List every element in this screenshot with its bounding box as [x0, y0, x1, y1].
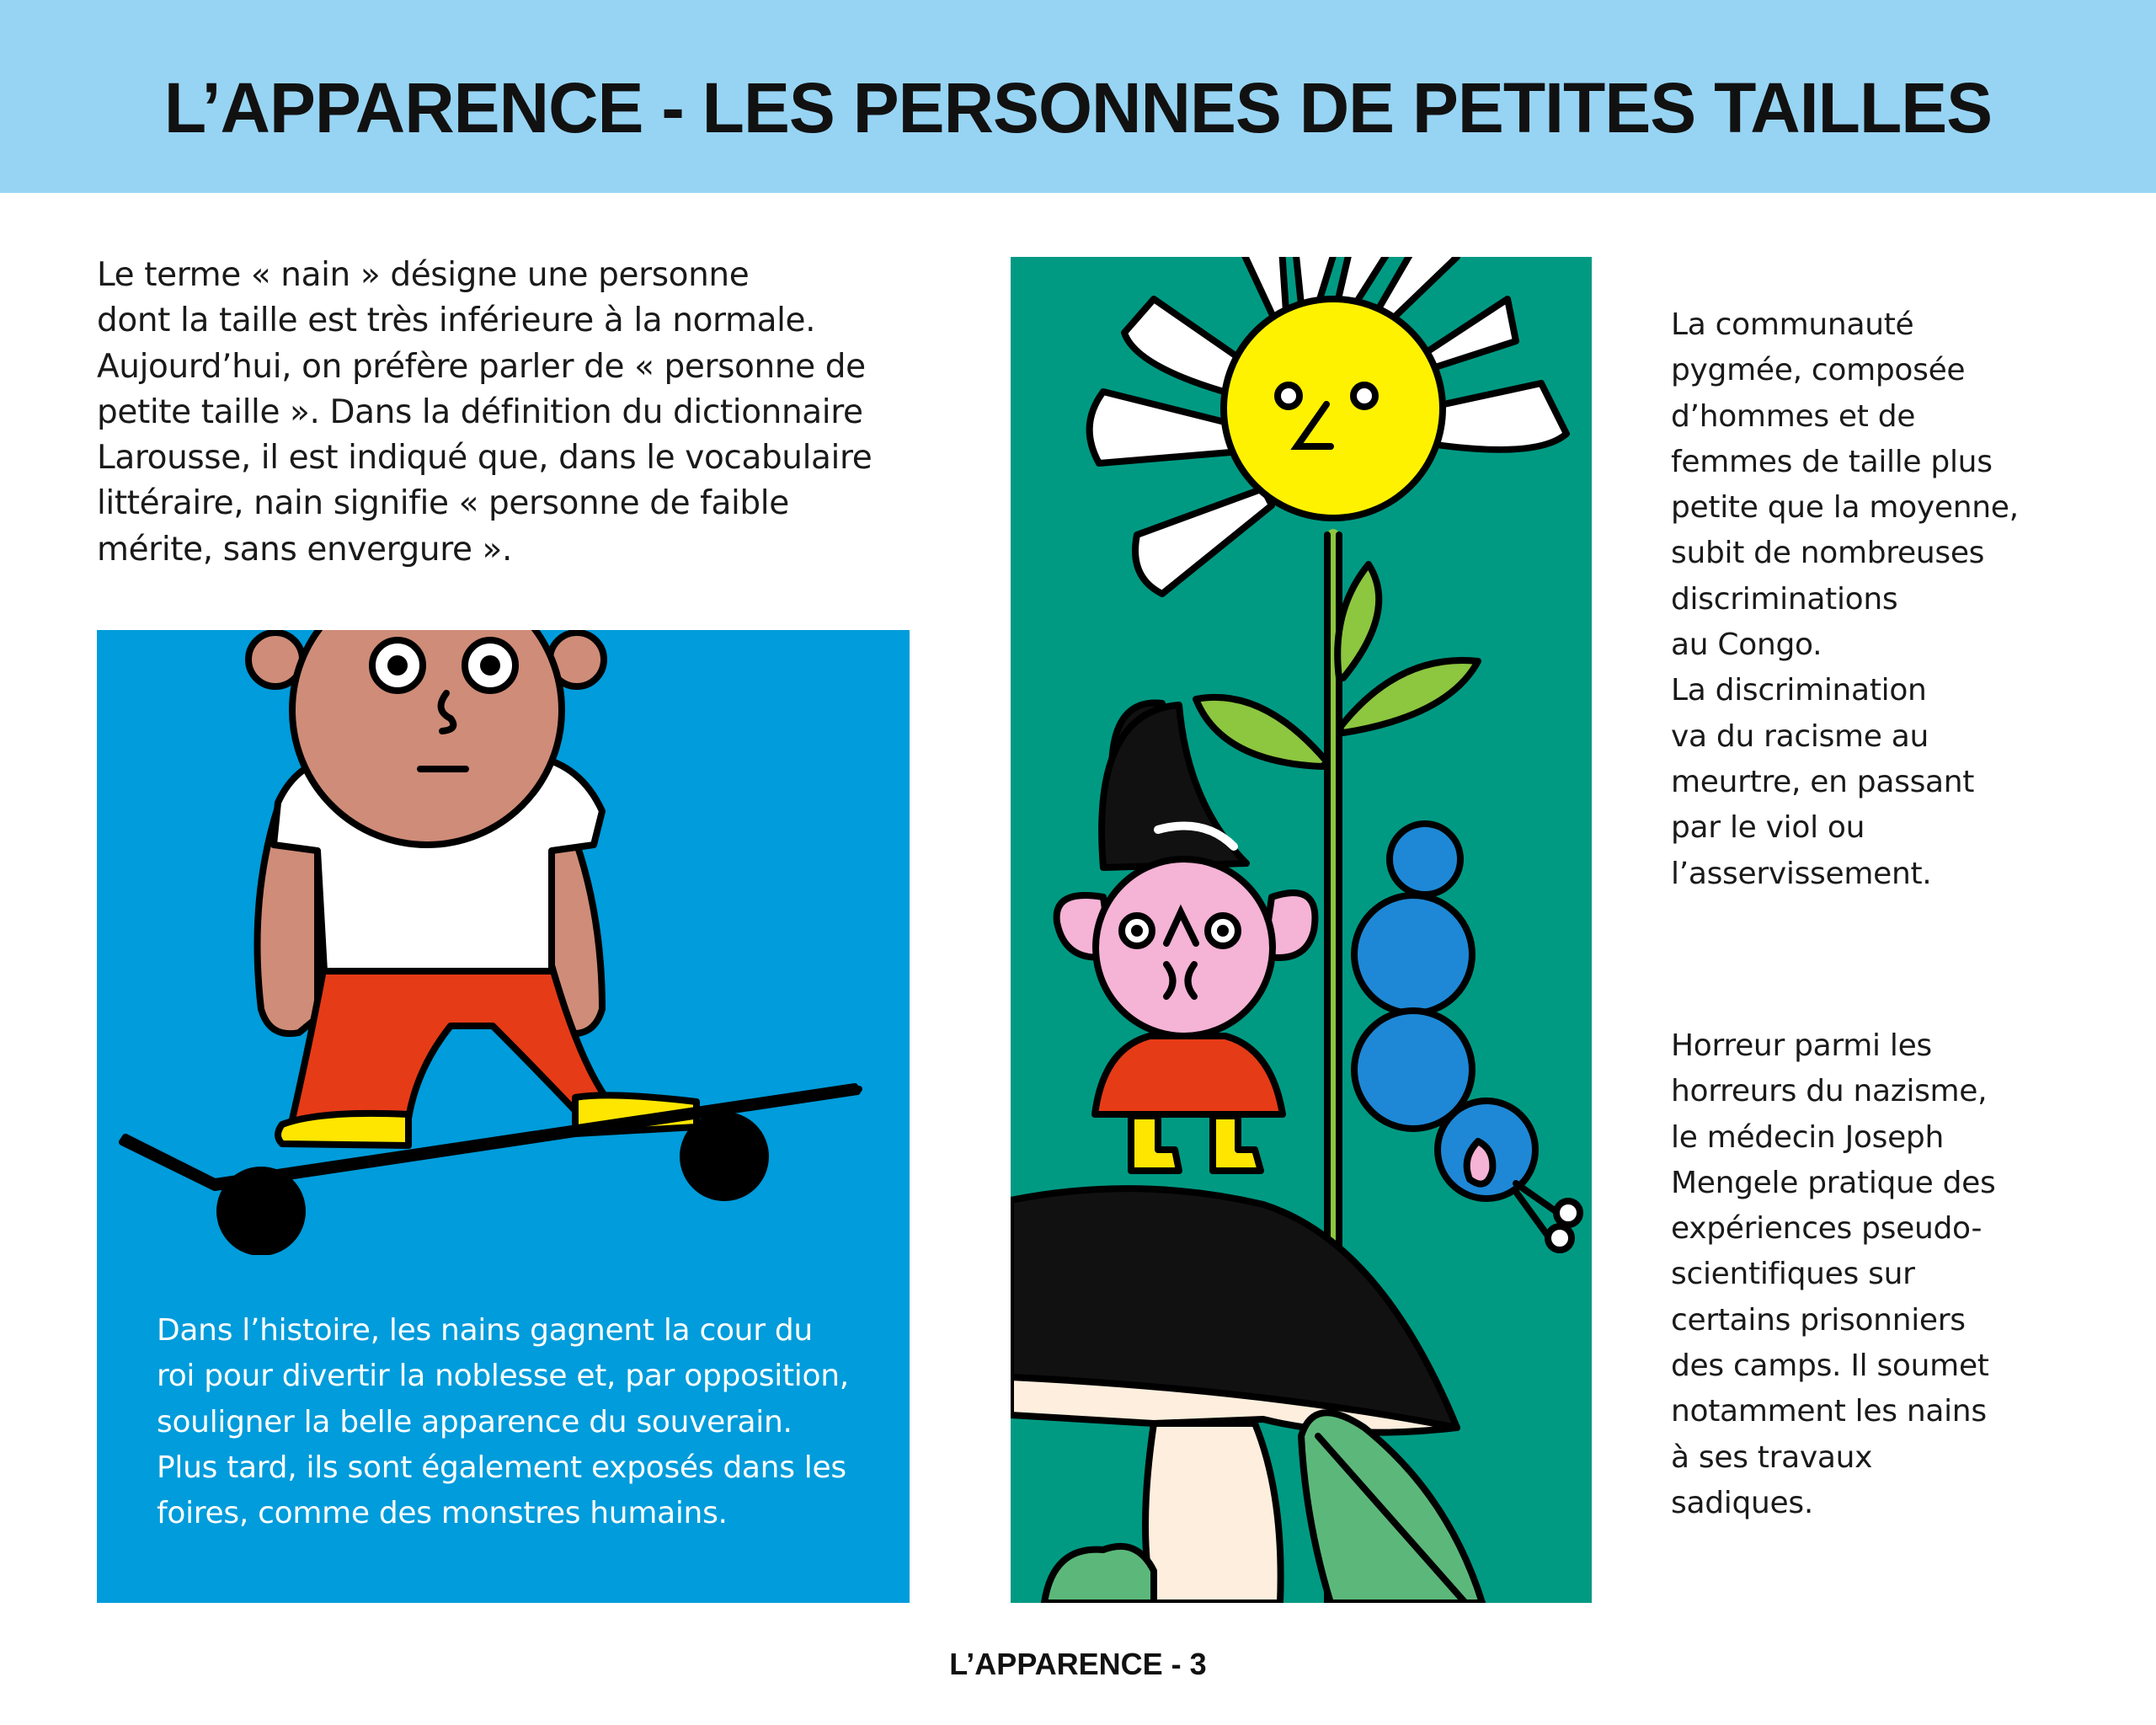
intro-paragraph: Le terme « nain » désigne une personne dont la taille est très inférieure à la normale. Aujourd’hui, on préfère parler de « personne de petite taille ». Dans la définition du dictionnaire Larousse, il est indiqué que, dans le vocabulaire littéraire, nain signifie « personne de faible mérite, sans envergure ». [97, 256, 873, 569]
header-banner [0, 0, 2156, 193]
page-title: L’APPARENCE - LES PERSONNES DE PETITES TAILLES [163, 68, 1993, 147]
gnome-illustration [1011, 257, 1592, 1603]
page-footer: L’APPARENCE - 3 [949, 1647, 1207, 1681]
mengele-paragraph: Horreur parmi les horreurs du nazisme, le médecin Joseph Mengele pratique des expériences pseudo- scientifiques sur certains prisonniers des camps. Il soumet notamment les nains à ses travaux sadiques. [1671, 1028, 1996, 1520]
history-paragraph: Dans l’histoire, les nains gagnent la cour du roi pour divertir la noblesse et, par opposition, souligner la belle apparence du souverain. Plus tard, ils sont également exposés dans les foires, comme des monstres humains. [157, 1313, 849, 1531]
pygmy-paragraph: La communauté pygmée, composée d’hommes et de femmes de taille plus petite que la moyenne, subit de nombreuses discriminations au Congo. La discrimination va du racisme au meurtre, en passant par le viol ou l’asservissement. [1671, 307, 2019, 891]
gnome-illustration-panel [1011, 257, 1592, 1603]
